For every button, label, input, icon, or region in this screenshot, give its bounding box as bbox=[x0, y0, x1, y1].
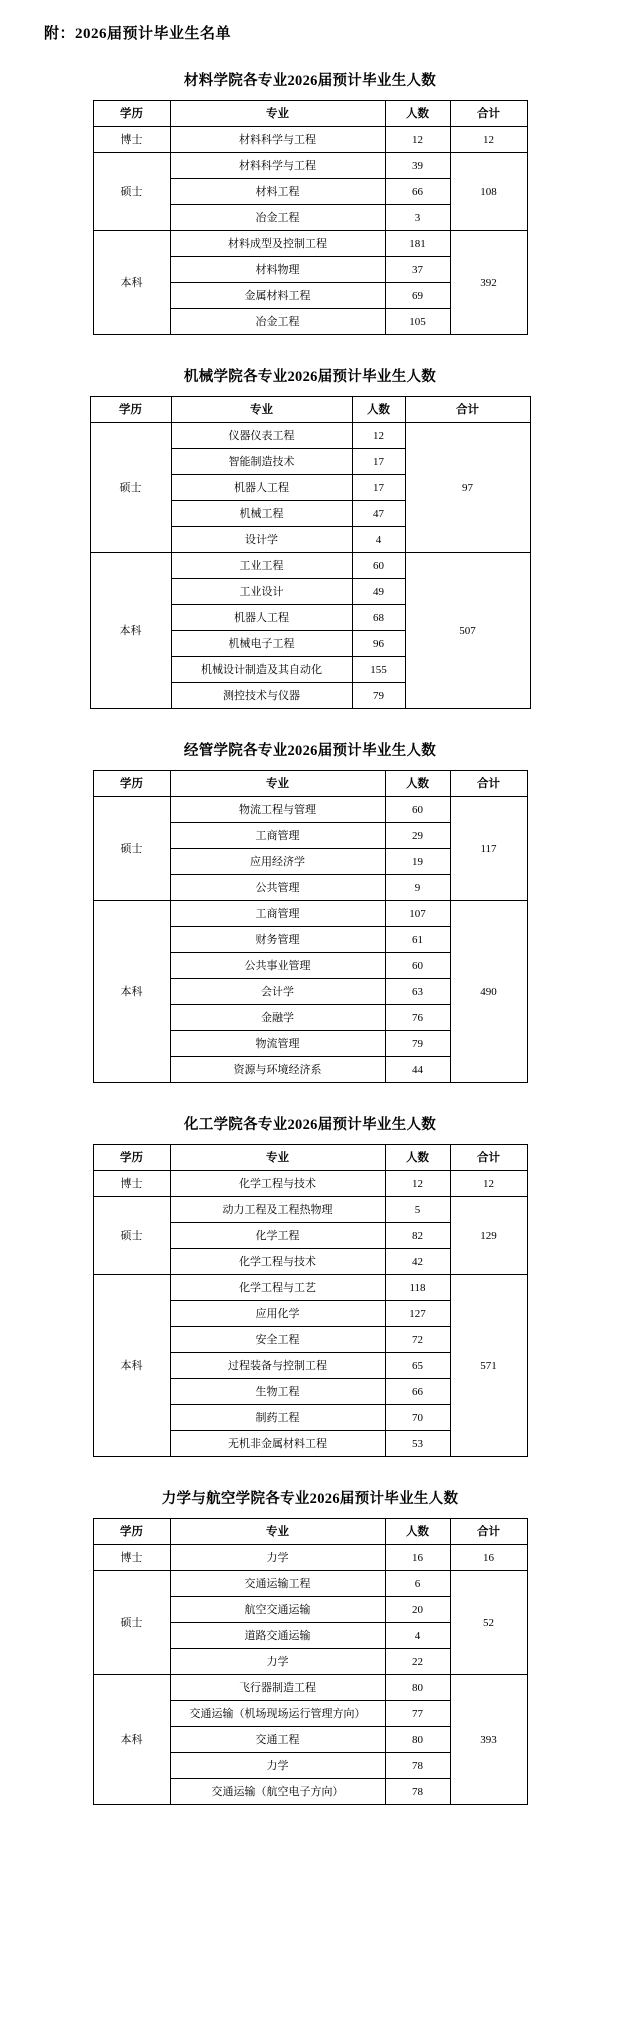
count-cell: 69 bbox=[385, 283, 450, 309]
count-cell: 155 bbox=[352, 657, 405, 683]
column-header-total: 合计 bbox=[450, 771, 527, 797]
count-cell: 44 bbox=[385, 1057, 450, 1083]
major-cell: 飞行器制造工程 bbox=[170, 1675, 385, 1701]
major-cell: 机械工程 bbox=[171, 501, 352, 527]
graduates-table bbox=[93, 1518, 528, 1805]
count-cell: 105 bbox=[385, 309, 450, 335]
column-header-total: 合计 bbox=[450, 1145, 527, 1171]
major-cell: 化学工程与技术 bbox=[170, 1249, 385, 1275]
major-cell: 金融学 bbox=[170, 1005, 385, 1031]
table-header-row bbox=[93, 771, 527, 797]
graduates-table bbox=[90, 396, 531, 709]
degree-cell: 硕士 bbox=[93, 1197, 170, 1275]
major-cell: 化学工程与技术 bbox=[170, 1171, 385, 1197]
table-row bbox=[93, 1197, 527, 1223]
degree-cell: 本科 bbox=[93, 901, 170, 1083]
table-row bbox=[93, 231, 527, 257]
count-cell: 60 bbox=[385, 953, 450, 979]
count-cell: 4 bbox=[385, 1623, 450, 1649]
faculty-section bbox=[40, 69, 580, 335]
major-cell: 力学 bbox=[170, 1753, 385, 1779]
count-cell: 12 bbox=[385, 127, 450, 153]
major-cell: 材料成型及控制工程 bbox=[170, 231, 385, 257]
count-cell: 39 bbox=[385, 153, 450, 179]
table-row bbox=[93, 1275, 527, 1301]
document-title: 附：2026届预计毕业生名单 bbox=[44, 26, 232, 42]
total-cell: 571 bbox=[450, 1275, 527, 1457]
sections-container bbox=[40, 69, 580, 1805]
section-title: 机械学院各专业2026届预计毕业生人数 bbox=[183, 369, 437, 385]
major-cell: 无机非金属材料工程 bbox=[170, 1431, 385, 1457]
column-header-major: 专业 bbox=[170, 771, 385, 797]
major-cell: 材料科学与工程 bbox=[170, 127, 385, 153]
table-row bbox=[93, 153, 527, 179]
section-title: 经管学院各专业2026届预计毕业生人数 bbox=[183, 743, 437, 759]
degree-cell: 硕士 bbox=[90, 423, 171, 553]
major-cell: 化学工程 bbox=[170, 1223, 385, 1249]
major-cell: 动力工程及工程热物理 bbox=[170, 1197, 385, 1223]
graduates-table bbox=[93, 100, 528, 335]
count-cell: 53 bbox=[385, 1431, 450, 1457]
count-cell: 79 bbox=[385, 1031, 450, 1057]
column-header-count: 人数 bbox=[352, 397, 405, 423]
count-cell: 78 bbox=[385, 1779, 450, 1805]
column-header-total: 合计 bbox=[450, 101, 527, 127]
major-cell: 生物工程 bbox=[170, 1379, 385, 1405]
count-cell: 80 bbox=[385, 1675, 450, 1701]
major-cell: 材料物理 bbox=[170, 257, 385, 283]
major-cell: 物流管理 bbox=[170, 1031, 385, 1057]
faculty-section bbox=[40, 365, 580, 709]
major-cell: 会计学 bbox=[170, 979, 385, 1005]
major-cell: 测控技术与仪器 bbox=[171, 683, 352, 709]
major-cell: 金属材料工程 bbox=[170, 283, 385, 309]
degree-cell: 本科 bbox=[93, 231, 170, 335]
major-cell: 工商管理 bbox=[170, 823, 385, 849]
section-title: 力学与航空学院各专业2026届预计毕业生人数 bbox=[161, 1491, 459, 1507]
column-header-major: 专业 bbox=[170, 1145, 385, 1171]
count-cell: 76 bbox=[385, 1005, 450, 1031]
major-cell: 材料科学与工程 bbox=[170, 153, 385, 179]
major-cell: 公共事业管理 bbox=[170, 953, 385, 979]
total-cell: 16 bbox=[450, 1545, 527, 1571]
column-header-degree: 学历 bbox=[93, 1145, 170, 1171]
major-cell: 仪器仪表工程 bbox=[171, 423, 352, 449]
count-cell: 12 bbox=[385, 1171, 450, 1197]
major-cell: 力学 bbox=[170, 1545, 385, 1571]
count-cell: 16 bbox=[385, 1545, 450, 1571]
count-cell: 66 bbox=[385, 1379, 450, 1405]
column-header-count: 人数 bbox=[385, 1519, 450, 1545]
degree-cell: 硕士 bbox=[93, 153, 170, 231]
table-row bbox=[93, 1545, 527, 1571]
faculty-section bbox=[40, 1487, 580, 1805]
major-cell: 公共管理 bbox=[170, 875, 385, 901]
major-cell: 交通运输工程 bbox=[170, 1571, 385, 1597]
count-cell: 12 bbox=[352, 423, 405, 449]
table-header-row bbox=[93, 101, 527, 127]
major-cell: 过程装备与控制工程 bbox=[170, 1353, 385, 1379]
major-cell: 航空交通运输 bbox=[170, 1597, 385, 1623]
count-cell: 181 bbox=[385, 231, 450, 257]
count-cell: 72 bbox=[385, 1327, 450, 1353]
column-header-major: 专业 bbox=[170, 101, 385, 127]
major-cell: 机械设计制造及其自动化 bbox=[171, 657, 352, 683]
total-cell: 392 bbox=[450, 231, 527, 335]
column-header-major: 专业 bbox=[171, 397, 352, 423]
major-cell: 机器人工程 bbox=[171, 475, 352, 501]
degree-cell: 本科 bbox=[90, 553, 171, 709]
major-cell: 材料工程 bbox=[170, 179, 385, 205]
total-cell: 490 bbox=[450, 901, 527, 1083]
count-cell: 37 bbox=[385, 257, 450, 283]
degree-cell: 博士 bbox=[93, 1545, 170, 1571]
degree-cell: 博士 bbox=[93, 1171, 170, 1197]
column-header-count: 人数 bbox=[385, 101, 450, 127]
count-cell: 6 bbox=[385, 1571, 450, 1597]
count-cell: 29 bbox=[385, 823, 450, 849]
table-header-row bbox=[93, 1145, 527, 1171]
column-header-total: 合计 bbox=[450, 1519, 527, 1545]
major-cell: 财务管理 bbox=[170, 927, 385, 953]
count-cell: 107 bbox=[385, 901, 450, 927]
count-cell: 19 bbox=[385, 849, 450, 875]
degree-cell: 硕士 bbox=[93, 797, 170, 901]
major-cell: 交通运输（机场现场运行管理方向） bbox=[170, 1701, 385, 1727]
major-cell: 工业工程 bbox=[171, 553, 352, 579]
graduates-table bbox=[93, 1144, 528, 1457]
total-cell: 108 bbox=[450, 153, 527, 231]
major-cell: 资源与环境经济系 bbox=[170, 1057, 385, 1083]
total-cell: 393 bbox=[450, 1675, 527, 1805]
count-cell: 47 bbox=[352, 501, 405, 527]
major-cell: 交通工程 bbox=[170, 1727, 385, 1753]
column-header-count: 人数 bbox=[385, 1145, 450, 1171]
degree-cell: 本科 bbox=[93, 1675, 170, 1805]
total-cell: 12 bbox=[450, 127, 527, 153]
faculty-section bbox=[40, 1113, 580, 1457]
total-cell: 52 bbox=[450, 1571, 527, 1675]
major-cell: 道路交通运输 bbox=[170, 1623, 385, 1649]
table-row bbox=[90, 553, 530, 579]
major-cell: 机械电子工程 bbox=[171, 631, 352, 657]
count-cell: 17 bbox=[352, 449, 405, 475]
count-cell: 5 bbox=[385, 1197, 450, 1223]
major-cell: 工业设计 bbox=[171, 579, 352, 605]
degree-cell: 博士 bbox=[93, 127, 170, 153]
total-cell: 97 bbox=[405, 423, 530, 553]
column-header-degree: 学历 bbox=[93, 1519, 170, 1545]
count-cell: 63 bbox=[385, 979, 450, 1005]
count-cell: 127 bbox=[385, 1301, 450, 1327]
column-header-degree: 学历 bbox=[93, 771, 170, 797]
table-row bbox=[93, 1675, 527, 1701]
count-cell: 78 bbox=[385, 1753, 450, 1779]
table-header-row bbox=[93, 1519, 527, 1545]
section-title: 材料学院各专业2026届预计毕业生人数 bbox=[183, 73, 437, 89]
major-cell: 冶金工程 bbox=[170, 205, 385, 231]
major-cell: 工商管理 bbox=[170, 901, 385, 927]
column-header-degree: 学历 bbox=[93, 101, 170, 127]
count-cell: 42 bbox=[385, 1249, 450, 1275]
count-cell: 79 bbox=[352, 683, 405, 709]
count-cell: 70 bbox=[385, 1405, 450, 1431]
table-header-row bbox=[90, 397, 530, 423]
major-cell: 化学工程与工艺 bbox=[170, 1275, 385, 1301]
faculty-section bbox=[40, 739, 580, 1083]
count-cell: 4 bbox=[352, 527, 405, 553]
column-header-major: 专业 bbox=[170, 1519, 385, 1545]
total-cell: 129 bbox=[450, 1197, 527, 1275]
total-cell: 507 bbox=[405, 553, 530, 709]
count-cell: 60 bbox=[385, 797, 450, 823]
table-row bbox=[93, 901, 527, 927]
major-cell: 安全工程 bbox=[170, 1327, 385, 1353]
count-cell: 20 bbox=[385, 1597, 450, 1623]
major-cell: 力学 bbox=[170, 1649, 385, 1675]
major-cell: 物流工程与管理 bbox=[170, 797, 385, 823]
total-cell: 117 bbox=[450, 797, 527, 901]
total-cell: 12 bbox=[450, 1171, 527, 1197]
table-row bbox=[93, 127, 527, 153]
degree-cell: 硕士 bbox=[93, 1571, 170, 1675]
count-cell: 17 bbox=[352, 475, 405, 501]
major-cell: 交通运输（航空电子方向） bbox=[170, 1779, 385, 1805]
degree-cell: 本科 bbox=[93, 1275, 170, 1457]
count-cell: 82 bbox=[385, 1223, 450, 1249]
column-header-degree: 学历 bbox=[90, 397, 171, 423]
table-row bbox=[93, 1571, 527, 1597]
count-cell: 60 bbox=[352, 553, 405, 579]
count-cell: 118 bbox=[385, 1275, 450, 1301]
major-cell: 冶金工程 bbox=[170, 309, 385, 335]
count-cell: 96 bbox=[352, 631, 405, 657]
major-cell: 制药工程 bbox=[170, 1405, 385, 1431]
major-cell: 应用经济学 bbox=[170, 849, 385, 875]
count-cell: 68 bbox=[352, 605, 405, 631]
table-row bbox=[93, 1171, 527, 1197]
table-row bbox=[93, 797, 527, 823]
graduates-table bbox=[93, 770, 528, 1083]
count-cell: 77 bbox=[385, 1701, 450, 1727]
count-cell: 49 bbox=[352, 579, 405, 605]
column-header-total: 合计 bbox=[405, 397, 530, 423]
count-cell: 80 bbox=[385, 1727, 450, 1753]
count-cell: 9 bbox=[385, 875, 450, 901]
major-cell: 应用化学 bbox=[170, 1301, 385, 1327]
column-header-count: 人数 bbox=[385, 771, 450, 797]
major-cell: 机器人工程 bbox=[171, 605, 352, 631]
count-cell: 66 bbox=[385, 179, 450, 205]
count-cell: 22 bbox=[385, 1649, 450, 1675]
section-title: 化工学院各专业2026届预计毕业生人数 bbox=[183, 1117, 437, 1133]
count-cell: 61 bbox=[385, 927, 450, 953]
major-cell: 智能制造技术 bbox=[171, 449, 352, 475]
count-cell: 3 bbox=[385, 205, 450, 231]
major-cell: 设计学 bbox=[171, 527, 352, 553]
table-row bbox=[90, 423, 530, 449]
count-cell: 65 bbox=[385, 1353, 450, 1379]
